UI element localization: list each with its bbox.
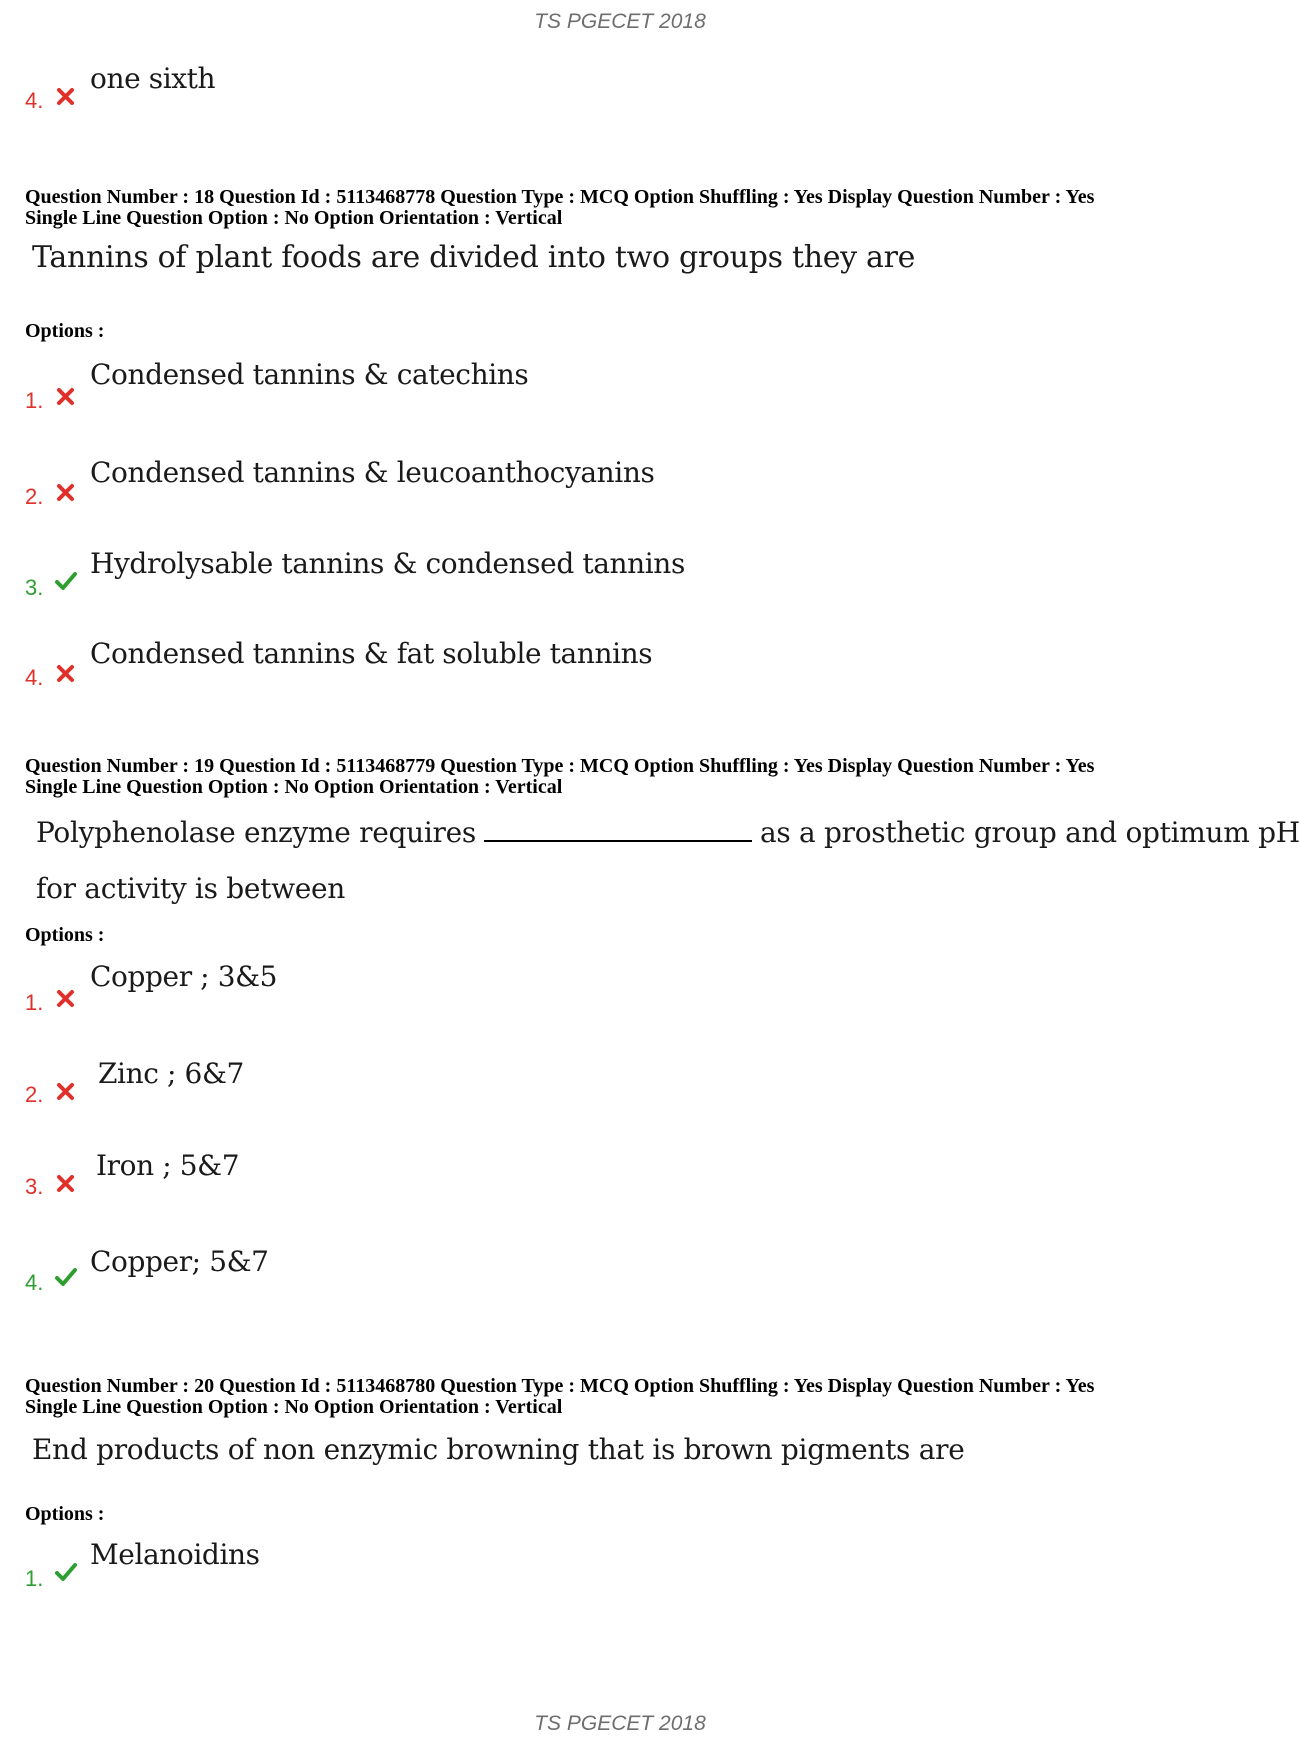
option-row (0, 62, 1240, 112)
cross-icon (54, 480, 78, 504)
option-text: Condensed tannins & leucoanthocyanins (90, 456, 655, 489)
page-footer: TS PGECET 2018 (534, 1712, 706, 1735)
option-row (0, 960, 1240, 1015)
cross-icon (54, 1171, 78, 1195)
question-meta-line2: Single Line Question Option : No Option Orientation : Vertical (25, 207, 563, 229)
options-label: Options : (25, 320, 105, 342)
option-text: Condensed tannins & catechins (90, 358, 529, 391)
question-meta-line2: Single Line Question Option : No Option Orientation : Vertical (25, 776, 563, 798)
option-number: 3. (25, 1174, 44, 1199)
option-number: 2. (25, 484, 44, 509)
question-meta-line1: Question Number : 20 Question Id : 5113468780 Question Type : MCQ Option Shuffling : Yes Display Question Number : Yes (25, 1375, 1095, 1397)
option-number: 4. (25, 88, 44, 113)
option-number: 1. (25, 1566, 44, 1591)
option-row (0, 358, 1240, 413)
question-meta (25, 187, 1094, 229)
option-text: Melanoidins (90, 1538, 260, 1571)
option-row (0, 547, 1240, 600)
question-meta (25, 756, 1094, 798)
question-text-line2: for activity is between (36, 872, 346, 905)
check-icon (54, 1265, 78, 1289)
option-text: Copper ; 3&5 (90, 960, 278, 993)
question-meta-line2: Single Line Question Option : No Option Orientation : Vertical (25, 1396, 563, 1418)
question-text: End products of non enzymic browning that is brown pigments are (32, 1433, 965, 1466)
question-meta-line1: Question Number : 19 Question Id : 5113468779 Question Type : MCQ Option Shuffling : Yes Display Question Number : Yes (25, 755, 1095, 777)
option-number: 4. (25, 665, 44, 690)
option-text: Condensed tannins & fat soluble tannins (90, 637, 653, 670)
option-text: one sixth (90, 62, 216, 95)
question-text (36, 816, 1300, 849)
option-text: Hydrolysable tannins & condensed tannins (90, 547, 685, 580)
option-number: 1. (25, 990, 44, 1015)
cross-icon (54, 384, 78, 408)
cross-icon (54, 661, 78, 685)
options-label: Options : (25, 1503, 105, 1525)
option-number: 4. (25, 1270, 44, 1295)
cross-icon (54, 84, 78, 108)
option-row (0, 456, 1240, 509)
question-text-part1: Polyphenolase enzyme requires (36, 816, 476, 849)
cross-icon (54, 986, 78, 1010)
question-meta-line1: Question Number : 18 Question Id : 5113468778 Question Type : MCQ Option Shuffling : Yes Display Question Number : Yes (25, 186, 1095, 208)
option-number: 3. (25, 575, 44, 600)
option-row (0, 1057, 1240, 1107)
check-icon (54, 569, 78, 593)
option-row (0, 1149, 1240, 1199)
check-icon (54, 1560, 78, 1584)
page-header: TS PGECET 2018 (534, 10, 706, 33)
option-row (0, 637, 1240, 690)
question-meta (25, 1376, 1094, 1418)
cross-icon (54, 1079, 78, 1103)
question-text-part2: as a prosthetic group and optimum pH (759, 816, 1300, 849)
option-number: 1. (25, 388, 44, 413)
answer-blank (484, 816, 752, 842)
option-number: 2. (25, 1082, 44, 1107)
options-label: Options : (25, 924, 105, 946)
option-text: Zinc ; 6&7 (98, 1057, 244, 1090)
option-text: Copper; 5&7 (90, 1245, 269, 1278)
option-row (0, 1245, 1240, 1295)
question-text: Tannins of plant foods are divided into two groups they are (32, 240, 916, 275)
option-text: Iron ; 5&7 (96, 1149, 240, 1182)
option-row (0, 1538, 1240, 1591)
